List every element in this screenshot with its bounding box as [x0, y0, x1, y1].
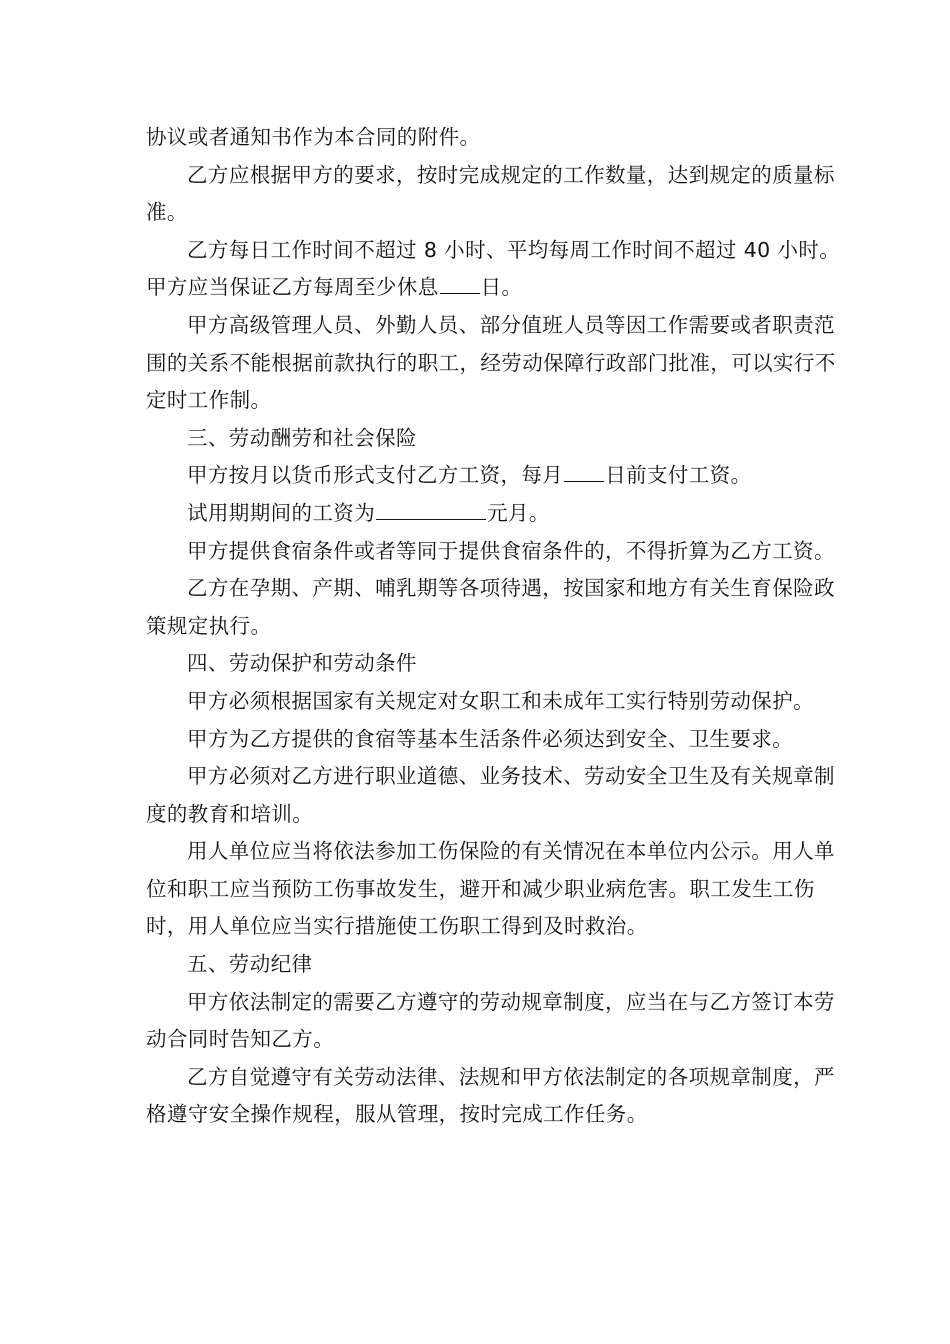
probation-salary-blank[interactable]: [376, 497, 486, 520]
contract-body: [146, 119, 846, 1134]
section-heading-labor-discipline: 五、劳动纪律: [187, 952, 313, 977]
paragraph-work-quality: 乙方应根据甲方的要求，按时完成规定的工作数量，达到规定的质量标准。: [146, 162, 835, 225]
paragraph-injury-insurance: 用人单位应当将依法参加工伤保险的有关情况在本单位内公示。用人单位和职工应当预防工伤事故发生，避开和减少职业病危害。职工发生工伤时，用人单位应当实行措施使工伤职工得到及时救治。: [146, 839, 835, 939]
section-heading-remuneration: 三、劳动酬劳和社会保险: [187, 425, 417, 450]
paragraph-living-conditions: 甲方为乙方提供的食宿等基本生活条件必须达到安全、卫生要求。: [187, 726, 794, 751]
section-heading-labor-protection: 四、劳动保护和劳动条件: [187, 651, 417, 676]
paragraph-maternity: 乙方在孕期、产期、哺乳期等各项待遇，按国家和地方有关生育保险政策规定执行。: [146, 576, 835, 638]
probation-salary-suffix: 元月。: [487, 500, 550, 525]
monthly-pay-suffix: 日前支付工资。: [605, 463, 752, 488]
paragraph-training: 甲方必须对乙方进行职业道德、业务技术、劳动安全卫生及有关规章制度的教育和培训。: [146, 764, 835, 826]
paragraph-board-lodging: 甲方提供食宿条件或者等同于提供食宿条件的，不得折算为乙方工资。: [187, 538, 835, 563]
probation-salary-text: 试用期期间的工资为: [187, 500, 376, 525]
paragraph-attachment: 协议或者通知书作为本合同的附件。: [146, 125, 481, 149]
monthly-pay-text: 甲方按月以货币形式支付乙方工资，每月: [187, 463, 564, 488]
working-hours-text: 乙方每日工作时间不超过 8 小时、平均每周工作时间不超过 40 小时。甲方应当保证乙方每周至少休息: [146, 237, 841, 300]
paragraph-flexible-hours: 甲方高级管理人员、外勤人员、部分值班人员等因工作需要或者职责范围的关系不能根据前款执行的职工，经劳动保障行政部门批准，可以实行不定时工作制。: [146, 312, 836, 413]
paragraph-monthly-pay: [146, 457, 846, 495]
rest-days-blank[interactable]: [440, 271, 480, 294]
pay-day-blank[interactable]: [564, 459, 604, 482]
paragraph-probation-salary: [146, 495, 846, 533]
paragraph-rules-notice: 甲方依法制定的需要乙方遵守的劳动规章制度，应当在与乙方签订本劳动合同时告知乙方。: [146, 989, 835, 1052]
working-hours-suffix: 日。: [480, 275, 523, 300]
paragraph-special-protection: 甲方必须根据国家有关规定对女职工和未成年工实行特别劳动保护。: [187, 688, 814, 713]
paragraph-compliance: 乙方自觉遵守有关劳动法律、法规和甲方依法制定的各项规章制度，严格遵守安全操作规程，服从管理，按时完成工作任务。: [146, 1064, 835, 1127]
paragraph-working-hours: [146, 232, 846, 307]
